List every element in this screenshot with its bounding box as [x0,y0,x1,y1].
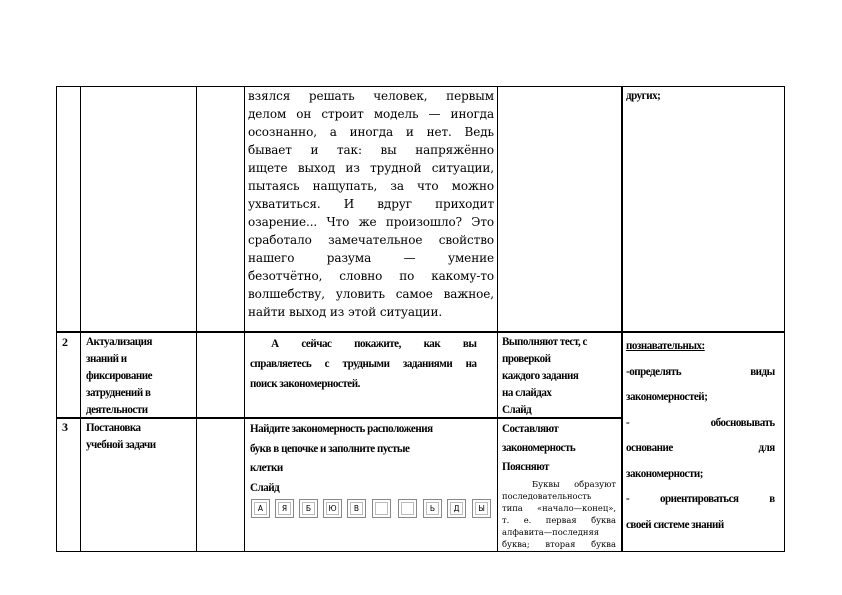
col-line-6 [784,86,785,552]
col-line-3 [244,86,245,552]
letter-cell: Д [447,499,466,518]
col-line-4 [497,86,498,552]
letter-cell: В [347,499,366,518]
row3-student-activity: Составляют закономерность Поясняют [502,423,576,473]
empty-letter-cell [398,499,417,518]
letter-cell: Я [275,499,294,518]
table-bottom-border [56,551,785,552]
empty-letter-cell [372,499,391,518]
col-line-5 [621,86,623,552]
letter-cell: Ю [323,499,342,518]
row2-number: 2 [62,335,68,349]
col-line-1 [80,86,81,552]
row2-student-activity: Выполняют тест, с проверкой каждого задания на слайдах Слайд [502,336,587,416]
row3-student-explanation: Буквы образуют последовательность типа «начало—конец», т. е. первая буква алфавита—последняя буква; вторая буква [502,479,616,549]
letter-cell: Ы [472,499,491,518]
letter-cell: Б [299,499,318,518]
uud-cognitive: познавательных: -определять виды закономерностей; - обосновывать основание для закономерности; - ориентироваться в своей системе знаний [626,334,775,538]
row1-story-text: взялся решать человек, первым делом он строит модель — иногда осознанно, а иногда и нет. Ведь бывает и так: вы напряжённо ищете выход из трудной ситуации, пытаясь нащупать, за что можно ухватиться. И вдруг приходит озарение... Что же произошло? Это сработало замечательное свойство нашего разума — умение безотчётно, словно по какому-то волшебству, уловить самое важное, найти выход из этой ситуации. [248,89,494,319]
row3-number: 3 [62,420,68,434]
row3-teacher-activity: Найдите закономерность расположения букв в цепочке и заполните пустые клетки Слайд [250,423,433,494]
row-divider-1 [56,331,785,333]
letter-cell: А [251,499,270,518]
row2-teacher-activity: А сейчас покажите, как вы справляетесь с трудными заданиями на поиск закономерностей. [250,338,477,390]
row3-stage: Постановка учебной задачи [86,422,156,451]
letter-cell: Ь [423,499,442,518]
col-line-0 [56,86,57,552]
uud-heading: познавательных: [626,340,705,352]
letter-chain [248,499,496,519]
row-divider-2 [56,417,622,419]
col-line-2 [196,86,197,552]
row1-uud-text: других; [626,90,661,102]
row2-stage: Актуализация знаний и фиксирование затруднений в деятельности [86,336,153,416]
